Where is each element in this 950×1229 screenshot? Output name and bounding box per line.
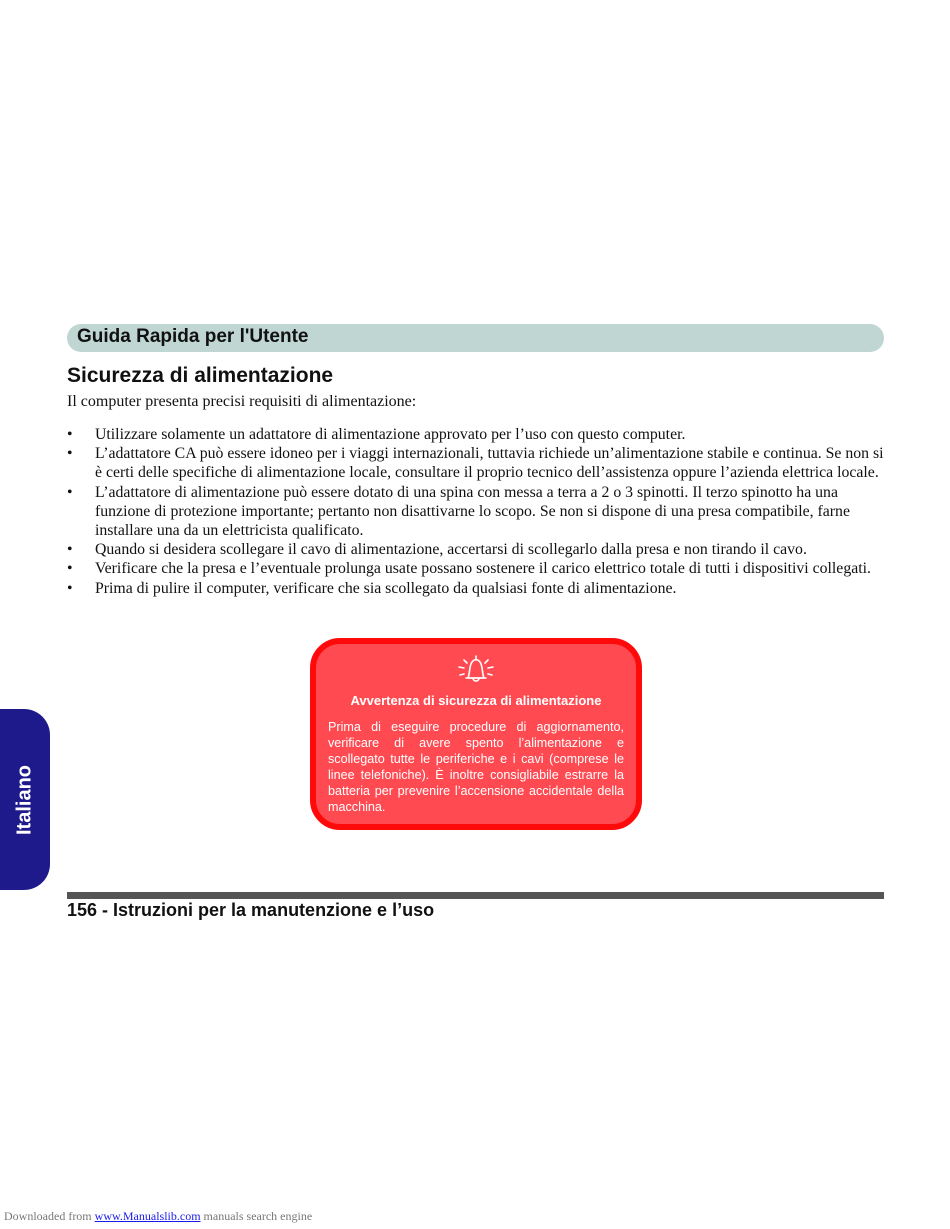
bullet-icon: • [67,579,73,597]
section-intro: Il computer presenta precisi requisiti di alimentazione: [67,393,417,410]
list-item [67,540,884,559]
footer-page-label: 156 - Istruzioni per la manutenzione e l’uso [67,900,435,920]
bullet-icon: • [67,426,73,443]
section-title: Sicurezza di alimentazione [67,364,334,387]
download-suffix: manuals search engine [200,1209,313,1223]
bullet-text: Quando si desidera scollegare il cavo di alimentazione, accertarsi di scollegarlo dalla presa e non tirando il cavo. [95,541,807,559]
alarm-bell-icon [454,652,498,686]
header-title: Guida Rapida per l'Utente [77,326,309,347]
bullet-text: L’adattatore CA può essere idoneo per i viaggi internazionali, tuttavia richiede un’alimentazione stabile e continua. Se non si è certi delle specifiche di alimentazione locale, consultare il proprio tecnico dell’assistenza oppure l’azienda elettrica locale. [95,445,884,482]
bullet-icon: • [67,483,73,501]
list-item [67,559,884,578]
bullet-icon: • [67,541,73,559]
footer-divider [67,892,884,899]
bullet-text: Verificare che la presa e l’eventuale prolunga usate possano sostenere il carico elettrico totale di tutti i dispositivi collegati. [95,560,871,578]
warning-title: Avvertenza di sicurezza di alimentazione [350,693,602,708]
download-notice [4,1209,312,1224]
list-item [67,483,884,541]
list-item [67,425,884,444]
bullet-text: L’adattatore di alimentazione può essere dotato di una spina con messa a terra a 2 o 3 spinotti. Il terzo spinotto ha una funzione di protezione importante; pertanto non disattivarne lo scopo. Se non si dispone di una presa compatibile, farne installare una da un elettricista qualificato. [95,483,850,540]
bullet-icon: • [67,445,73,463]
list-item [67,444,884,482]
list-item [67,579,884,598]
language-side-tab [0,709,50,890]
bullet-text: Prima di pulire il computer, verificare che sia scollegato da qualsiasi fonte di alimentazione. [95,579,677,597]
header-bar [67,324,884,352]
safety-bullet-list [67,425,884,598]
power-safety-warning-box [310,638,642,830]
side-tab-label: Italiano [13,764,36,835]
bullet-text: Utilizzare solamente un adattatore di alimentazione approvato per l’uso con questo computer. [95,426,686,443]
download-prefix: Downloaded from [4,1209,95,1223]
warning-text: Prima di eseguire procedure di aggiornamento, verificare di avere spento l’alimentazione e scollegato tutte le periferiche e i cavi (comprese le linee telefoniche). È inoltre consigliabile estrarre la batteria per prevenire l’accensione accidentale della macchina. [328,720,624,814]
manualslib-link[interactable]: www.Manualslib.com [94,1209,201,1223]
bullet-icon: • [67,560,73,578]
